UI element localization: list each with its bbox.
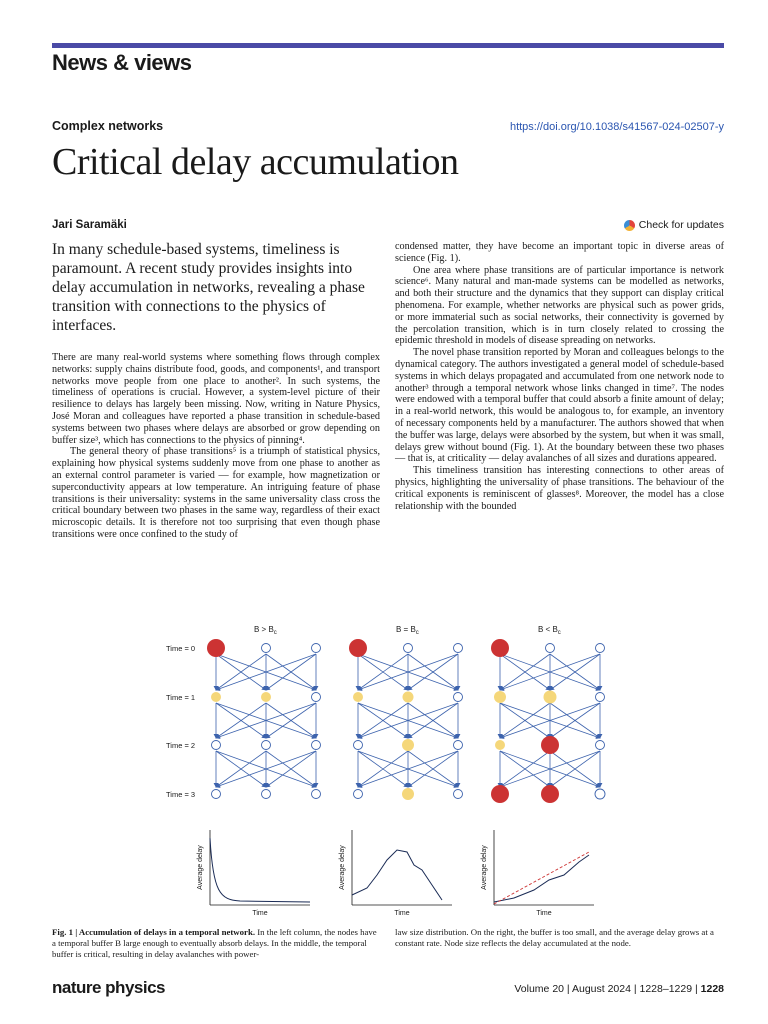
author-name: Jari Saramäki <box>52 219 127 231</box>
footer-meta <box>514 983 724 995</box>
network-node <box>454 644 463 653</box>
standfirst: In many schedule-based systems, timeliness is paramount. A recent study provides insights into delay accumulation in networks, revealing a phase transition with connections to the physics of interfaces. <box>52 241 365 334</box>
caption-title: Fig. 1 | Accumulation of delays in a temporal network. <box>52 927 256 937</box>
page-number: 1228 <box>700 983 724 995</box>
network-node <box>544 691 557 704</box>
paragraph: condensed matter, they have become an important topic in diverse areas of science (Fig. 1). <box>395 241 724 264</box>
figure-caption-right: law size distribution. On the right, the buffer is too small, and the average delay grows at a constant rate. Node size reflects the delay accumulated at the node. <box>395 927 714 948</box>
time-label: Time = 3 <box>166 790 196 799</box>
paragraph: The novel phase transition reported by Moran and colleagues belongs to the dynamical category. The authors investigated a general model of schedule-based systems in which delays propagated and accumulated from one network node to another³ through a temporal network whose links changed in time⁷. The nodes were endowed with a temporal buffer that could absorb a finite amount of delay; in a real-world network, this would be analogous to, for example, an inventory of necessary components held by a manufacturer. The authors showed that when the buffer was large, delays were absorbed by the system, but when it was small, delays grew without bound (Fig. 1). At the boundary between these two phases — that is, at criticality — delay avalanches of all sizes and durations appeared. <box>395 347 724 465</box>
plot-y-label: Average delay <box>197 845 204 890</box>
panel-label: $B = B_c$ <box>396 625 419 636</box>
delay-curve <box>352 850 442 900</box>
network-node <box>207 639 225 657</box>
network-node <box>491 639 509 657</box>
network-node <box>212 741 221 750</box>
time-label: Time = 1 <box>166 693 196 702</box>
network-node <box>541 736 559 754</box>
network-node <box>312 644 321 653</box>
time-label: Time = 0 <box>166 644 196 653</box>
network-node <box>354 790 363 799</box>
network-node <box>491 785 509 803</box>
journal-logo: nature physics <box>52 978 165 997</box>
network-node <box>403 692 414 703</box>
network-node <box>212 790 221 799</box>
network-node <box>454 790 463 799</box>
caption-text: In the left column, the nodes have a temporal buffer B large enough to eventually absorb delays. In the middle, the temporal buffer is critical, resulting in delay avalanches with power- <box>52 927 377 959</box>
network-node <box>349 639 367 657</box>
article-category: Complex networks <box>52 119 164 133</box>
network-node <box>262 790 271 799</box>
issue-info: Volume 20 | August 2024 | 1228–1229 | <box>514 983 698 995</box>
plot-x-label: Time <box>394 910 410 917</box>
header-bar <box>52 43 724 48</box>
network-node <box>354 741 363 750</box>
delay-curve <box>494 855 589 902</box>
network-node <box>546 644 555 653</box>
doi-link[interactable]: https://doi.org/10.1038/s41567-024-02507-y <box>509 121 724 133</box>
network-node <box>353 692 363 702</box>
network-node <box>595 789 605 799</box>
network-node <box>211 692 221 702</box>
plot-x-label: Time <box>252 910 268 917</box>
trend-line <box>494 852 589 904</box>
paragraph: One area where phase transitions are of particular importance is network science⁶. Many natural and man-made systems can be modelled as networks, and both their structure and the dynamics that they support can display critical phenomena. For example, whether networks are physical such as power grids, or more immaterial such as social networks, their connectivity is governed by the percolation transition, which is in turn closely related to crossing the epidemic threshold in models of disease spreading on networks. <box>395 264 724 347</box>
check-updates-label: Check for updates <box>638 219 724 231</box>
plot-y-label: Average delay <box>339 845 346 890</box>
plot-y-label: Average delay <box>481 845 488 890</box>
delay-plot <box>481 830 594 917</box>
body-column-right <box>395 241 724 512</box>
figure-diagram <box>150 620 620 920</box>
network-node <box>454 741 463 750</box>
check-updates-button[interactable] <box>624 219 724 231</box>
delay-plot <box>197 830 310 917</box>
article-title: Critical delay accumulation <box>52 141 459 183</box>
figure-caption-left <box>52 927 377 960</box>
panel-label: $B > B_c$ <box>254 625 277 636</box>
body-column-left <box>52 352 380 541</box>
figure-1 <box>150 620 620 925</box>
check-updates-icon <box>624 220 635 231</box>
network-node <box>402 788 414 800</box>
network-node <box>454 693 463 702</box>
paragraph: This timeliness transition has interesting connections to other areas of physics, highlighting the universality of phase transitions. The behaviour of the critical exponents is reminiscent of glasses⁸. Moreover, the model has a close relationship with the bounded <box>395 465 724 512</box>
plot-x-label: Time <box>536 910 552 917</box>
network-node <box>402 739 414 751</box>
network-node <box>262 644 271 653</box>
network-node <box>596 741 605 750</box>
paragraph: The general theory of phase transitions⁵ is a triumph of statistical physics, explaining how physical systems suddenly move from one phase to another as an external control parameter is varied — for example, how magnetization or superconductivity appears at low temperature. An intriguing feature of phase transitions is their universality: systems in the same universality class cross the critical boundary between two phases in the same way, regardless of their exact microscopic details. It is therefore not too surprising that even though phase transitions were once confined to the study of <box>52 446 380 540</box>
network-node <box>596 693 605 702</box>
network-node <box>312 790 321 799</box>
network-node <box>495 740 505 750</box>
time-label: Time = 2 <box>166 741 196 750</box>
network-node <box>312 741 321 750</box>
paragraph: There are many real-world systems where something flows through complex networks: supply chains distribute food, goods, and components¹, and transport networks move people from one place to another². In such systems, the timeliness of operations is crucial. However, a system-level picture of their resilience to delays has largely been missing. Now, writing in Nature Physics, José Moran and colleagues have reported a phase transition in schedule-based systems between two phases where delays are absorbed or grow depending on buffer size³, which has connections to the physics of pinning⁴. <box>52 352 380 446</box>
network-node <box>541 785 559 803</box>
delay-plot <box>339 830 452 917</box>
section-heading: News & views <box>52 50 192 75</box>
network-node <box>404 644 413 653</box>
network-node <box>312 693 321 702</box>
delay-curve <box>210 838 310 902</box>
network-node <box>494 691 506 703</box>
network-node <box>262 741 271 750</box>
network-node <box>261 692 271 702</box>
network-node <box>596 644 605 653</box>
panel-label: $B < B_c$ <box>538 625 561 636</box>
